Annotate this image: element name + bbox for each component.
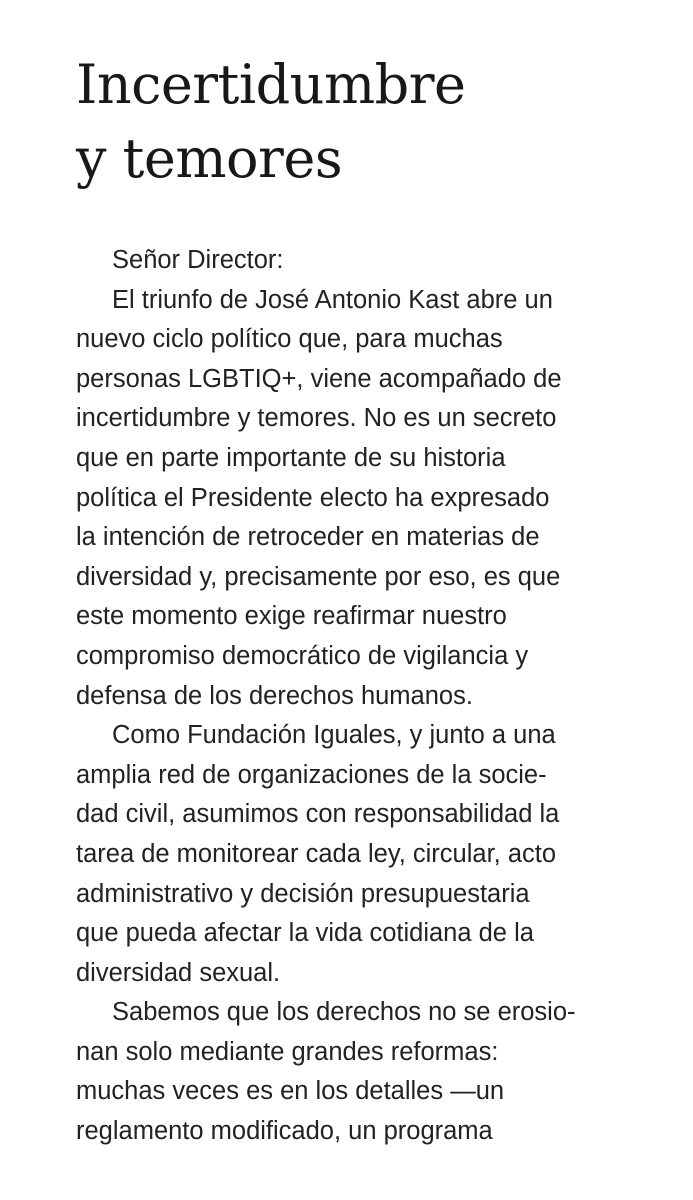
- headline-line-1: Incertidumbre: [76, 53, 466, 116]
- letter-line: nuevo ciclo político que, para muchas: [76, 325, 503, 354]
- letter-line: El triunfo de José Antonio Kast abre un: [112, 285, 553, 314]
- letter-line: incertidumbre y temores. No es un secreto: [76, 404, 557, 433]
- letter-line: Señor Director:: [112, 246, 284, 274]
- letter-line: diversidad sexual.: [76, 958, 281, 987]
- letter-line: este momento exige reafirmar nuestro: [76, 602, 507, 631]
- headline-line-2: y temores: [76, 127, 343, 190]
- letter-line: defensa de los derechos humanos.: [76, 681, 473, 710]
- letter-line: que en parte importante de su historia: [76, 443, 506, 472]
- letter-line: Sabemos que los derechos no se erosio-: [112, 998, 576, 1027]
- letter-line: Como Fundación Iguales, y junto a una: [112, 721, 556, 750]
- letter-line: amplia red de organizaciones de la socie-: [76, 760, 547, 789]
- letter-line: muchas veces es en los detalles —un: [76, 1077, 505, 1106]
- letter-line: reglamento modificado, un programa: [76, 1117, 493, 1146]
- letter-line: nan solo mediante grandes reformas:: [76, 1037, 499, 1066]
- letter-line: tarea de monitorear cada ley, circular, acto: [76, 839, 557, 868]
- letter-line: diversidad y, precisamente por eso, es que: [76, 562, 561, 591]
- letter-line: dad civil, asumimos con responsabilidad la: [76, 800, 560, 829]
- letter-line: política el Presidente electo ha expresado: [76, 483, 550, 512]
- letter-line: administrativo y decisión presupuestaria: [76, 879, 530, 908]
- letter-body: [76, 241, 656, 1152]
- headline: [76, 48, 465, 196]
- letter-line: compromiso democrático de vigilancia y: [76, 641, 529, 670]
- letter-line: la intención de retroceder en materias de: [76, 523, 540, 552]
- letter-line: personas LGBTIQ+, viene acompañado de: [76, 364, 562, 393]
- letter-line: que pueda afectar la vida cotidiana de la: [76, 919, 534, 948]
